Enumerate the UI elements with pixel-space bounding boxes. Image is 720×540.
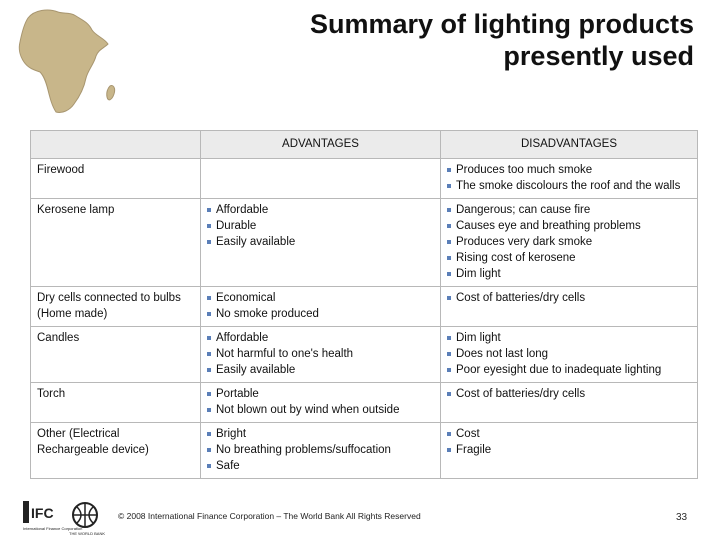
table-row [31,287,698,327]
advantages-cell [201,423,441,479]
advantages-cell [201,159,441,199]
table-row [31,199,698,287]
bullet-item: Affordable [207,202,434,218]
disadvantages-cell [441,383,698,423]
disadvantages-list [447,330,691,378]
advantages-cell [201,287,441,327]
disadvantages-list [447,162,691,194]
bullet-item: Produces very dark smoke [447,234,691,250]
bullet-item: Does not last long [447,346,691,362]
ifc-logo-text: IFC [31,505,54,521]
title-line-2: presently used [503,41,694,71]
header-advantages: ADVANTAGES [201,131,441,159]
bullet-item: Cost [447,426,691,442]
lighting-products-table [30,130,698,479]
product-cell: Candles [31,327,201,383]
bullet-item: No smoke produced [207,306,434,322]
product-cell: Other (Electrical Rechargeable device) [31,423,201,479]
bullet-item: Easily available [207,234,434,250]
bullet-item: The smoke discolours the roof and the walls [447,178,691,194]
product-cell: Torch [31,383,201,423]
table-header-row [31,131,698,159]
advantages-list [207,330,434,378]
advantages-list [207,386,434,418]
africa-map-icon [0,0,130,120]
table-row [31,159,698,199]
table-row [31,327,698,383]
header-product [31,131,201,159]
disadvantages-cell [441,159,698,199]
bullet-item: Durable [207,218,434,234]
bullet-item: Cost of batteries/dry cells [447,386,691,402]
advantages-cell [201,383,441,423]
bullet-item: Economical [207,290,434,306]
disadvantages-list [447,290,691,306]
table-row [31,423,698,479]
bullet-item: Easily available [207,362,434,378]
title-line-1: Summary of lighting products [309,9,694,39]
bullet-item: Produces too much smoke [447,162,691,178]
disadvantages-cell [441,327,698,383]
advantages-list [207,202,434,250]
disadvantages-cell [441,199,698,287]
header-disadvantages: DISADVANTAGES [441,131,698,159]
product-cell: Kerosene lamp [31,199,201,287]
table-row [31,383,698,423]
bullet-item: Safe [207,458,434,474]
bullet-item: Dim light [447,266,691,282]
advantages-list [207,290,434,322]
bullet-item: Affordable [207,330,434,346]
bullet-item: Portable [207,386,434,402]
world-bank-caption: THE WORLD BANK [69,531,106,536]
bullet-item: Bright [207,426,434,442]
copyright-footer: © 2008 International Finance Corporation – The World Bank All Rights Reserved [118,511,421,521]
advantages-cell [201,199,441,287]
bullet-item: Dangerous; can cause fire [447,202,691,218]
disadvantages-list [447,426,691,458]
bullet-item: Fragile [447,442,691,458]
bullet-item: No breathing problems/suffocation [207,442,434,458]
advantages-cell [201,327,441,383]
product-cell: Firewood [31,159,201,199]
bullet-item: Not harmful to one's health [207,346,434,362]
world-bank-logo [68,500,104,538]
bullet-item: Cost of batteries/dry cells [447,290,691,306]
bullet-item: Not blown out by wind when outside [207,402,434,418]
product-cell: Dry cells connected to bulbs (Home made) [31,287,201,327]
ifc-logo-caption: International Finance Corporation [23,526,83,531]
page-title [214,8,694,72]
advantages-list [207,426,434,474]
disadvantages-list [447,386,691,402]
ifc-logo [22,500,83,538]
disadvantages-list [447,202,691,282]
bullet-item: Poor eyesight due to inadequate lighting [447,362,691,378]
bullet-item: Rising cost of kerosene [447,250,691,266]
disadvantages-cell [441,287,698,327]
bullet-item: Causes eye and breathing problems [447,218,691,234]
disadvantages-cell [441,423,698,479]
bullet-item: Dim light [447,330,691,346]
page-number: 33 [676,512,688,523]
